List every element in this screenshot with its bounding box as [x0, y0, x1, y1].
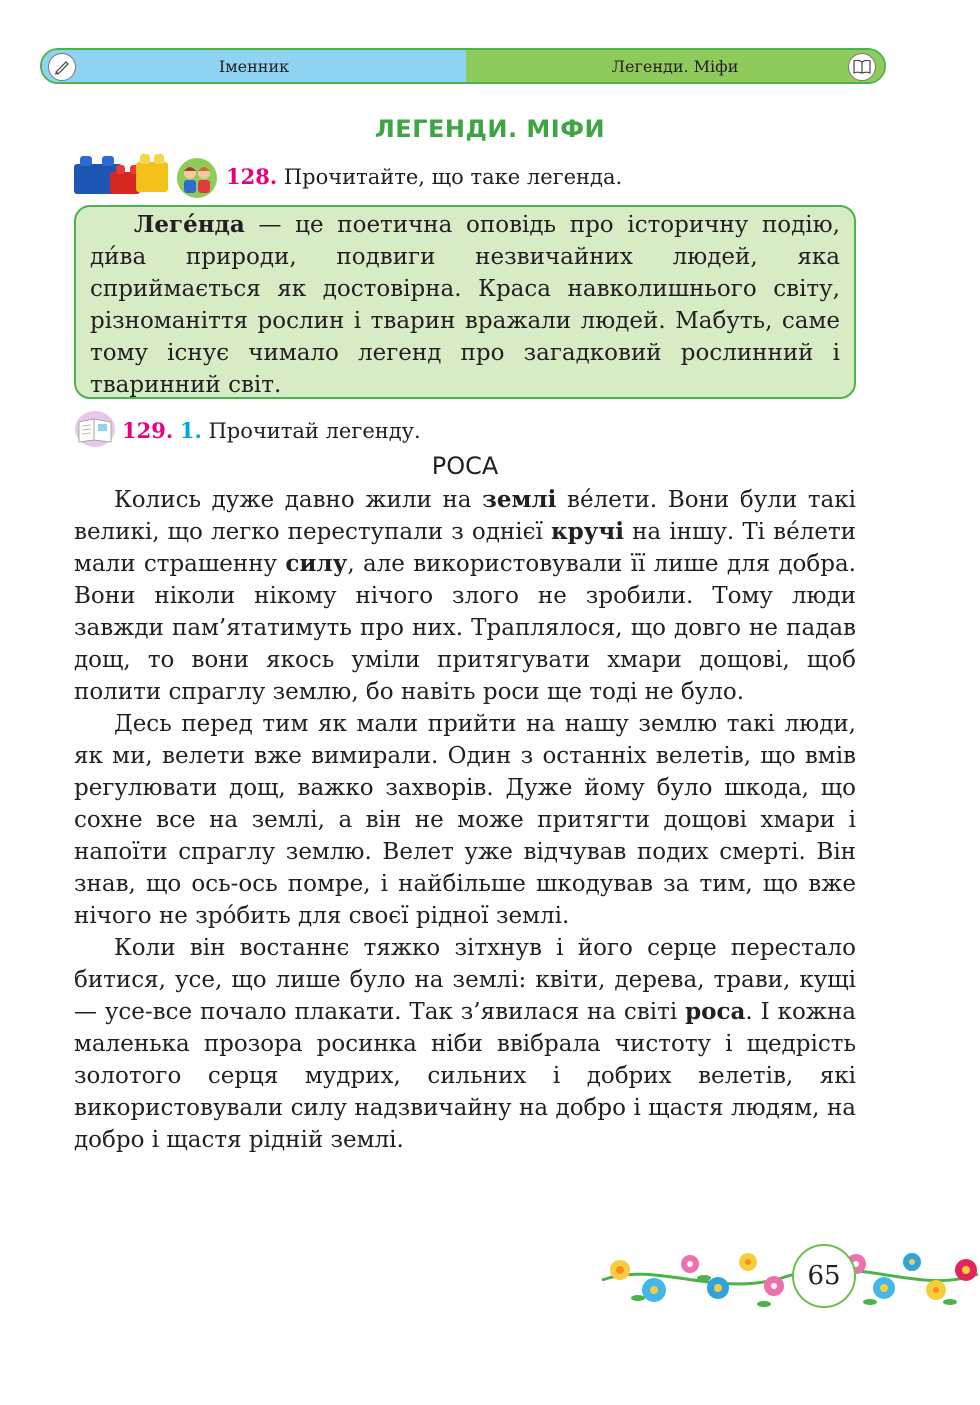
task-number: 129.: [122, 418, 174, 443]
text-run: , але використовували її лише для добра. Вони ніколи нікому нічого злого не зробили. Тому люди завжди пам’ятатимуть про них. Траплялося, що довго не падав дощ, то вони якось уміли притягувати хмари дощові, щоб полити спраглу землю, бо навіть роси ще тоді не було.: [74, 551, 856, 705]
text-run: ве́лети. Вони були такі великі, що легко переступали з однієї: [74, 487, 856, 545]
task-subnumber: 1.: [179, 418, 202, 443]
definition-paragraph: [90, 209, 840, 401]
task-text: Прочитайте, що таке легенда.: [283, 165, 623, 189]
text-run: на іншу. Ті ве́лети мали страшенну: [74, 519, 856, 577]
header-right-label: Легенди. Міфи: [611, 56, 739, 76]
story-paragraph-2: Десь перед тим як мали прийти на нашу землю такі люди, як ми, велети вже вимирали. Один з останніх велетів, що вмів регулювати дощ, важко захворів. Дуже йому було шкода, що сохне все на землі, а він не може притягти дощові хмари і напоїти спраглу землю. Велет уже відчував подих смерті. Він знав, що ось-ось помре, і найбільше шкодував за тим, що вже нічого не зро́бить для своєї рідної землі.: [74, 711, 856, 929]
bold-word: силу: [285, 550, 348, 577]
text-run: Колись дуже давно жили на: [114, 487, 483, 513]
header-subtopic: [466, 50, 884, 82]
story-title: РОСА: [431, 452, 499, 480]
text-run: Коли він востаннє тяжко зітхнув і його серце перестало битися, усе, що лише було на землі: квіти, дерева, трави, кущі — усе-все почало плакати. Так з’явилася на світі: [74, 935, 856, 1025]
task-128: [226, 164, 622, 189]
definition-box: [74, 205, 856, 399]
lego-blocks-icon: [74, 150, 170, 196]
bold-word: роса: [685, 998, 746, 1025]
bold-word: землі: [482, 486, 557, 513]
definition-term: Леге́нда: [134, 211, 245, 238]
section-title: ЛЕГЕНДИ. МІФИ: [374, 115, 606, 143]
page-header: [40, 48, 886, 84]
task-number: 128.: [226, 164, 278, 189]
task-129: [122, 418, 421, 443]
story-text: [74, 484, 856, 1156]
pair-work-icon: [176, 157, 218, 199]
page-number: 65: [792, 1244, 856, 1308]
story-paragraph-3: [74, 932, 856, 1156]
header-topic: [42, 50, 466, 82]
definition-text: — це поетична оповідь про історичну подію, ди́ва природи, подвиги незвичайних людей, яка сприймається як достовірна. Краса навколишнього світу, різноманіття рослин і тварин вражали людей. Мабуть, саме тому існує чимало легенд про загадковий рослинний і тваринний світ.: [90, 212, 840, 398]
reading-book-icon: [74, 410, 116, 448]
story-paragraph-1: [74, 484, 856, 708]
pen-icon: [48, 53, 76, 81]
bold-word: кручі: [550, 518, 624, 545]
text-run: . І кожна маленька прозора росинка ніби ввібрала чистоту і щедрість золотого серця мудрих, сильних і добрих велетів, які використовували силу надзвичайну на добро і щастя людям, на добро і щастя рідній землі.: [74, 999, 856, 1153]
task-text: Прочитай легенду.: [208, 419, 421, 443]
book-icon: [848, 53, 876, 81]
flower-border-decoration: [598, 1240, 980, 1312]
header-left-label: Іменник: [218, 56, 290, 76]
